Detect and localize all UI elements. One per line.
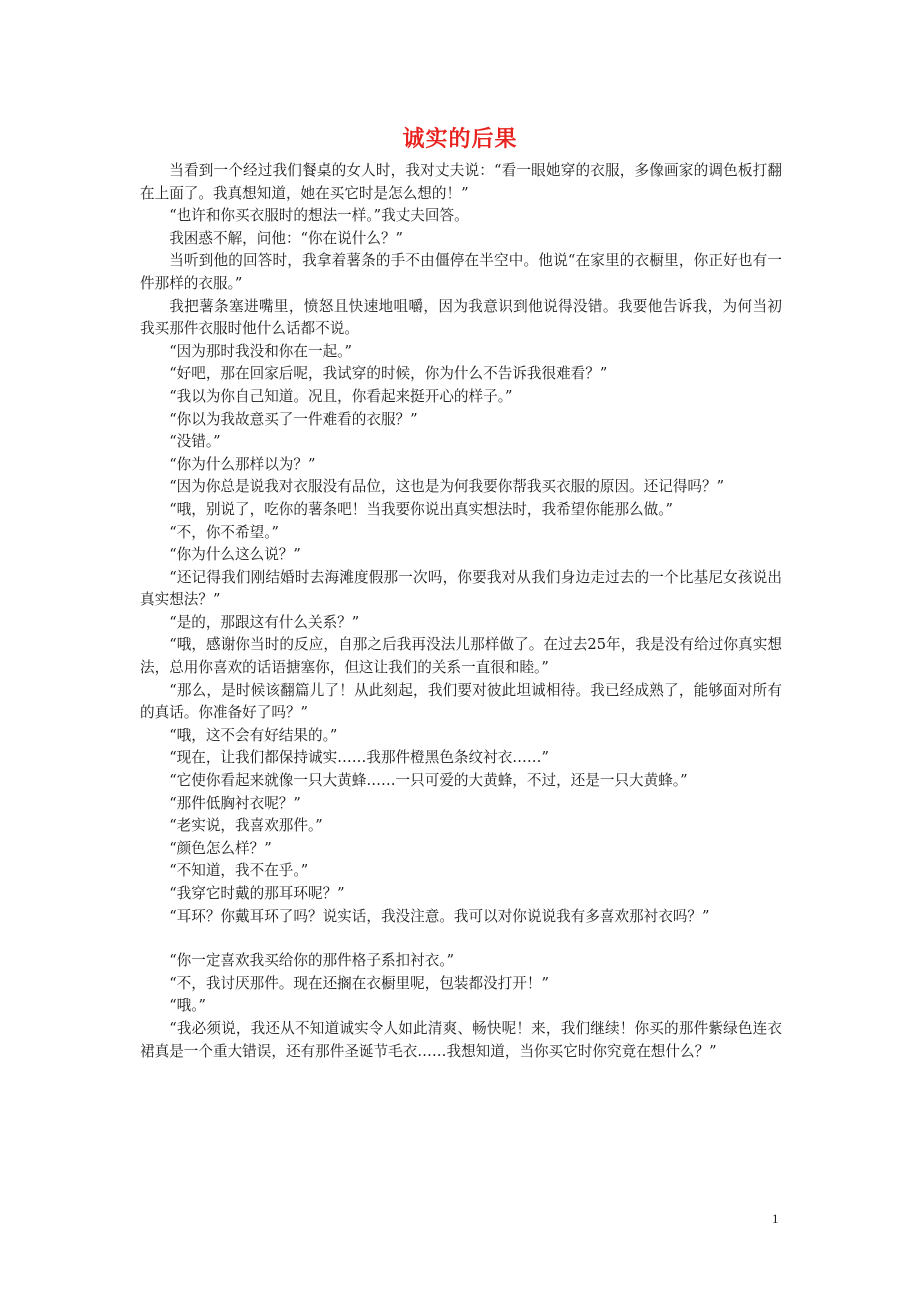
paragraph: “是的，那跟这有什么关系？” (169, 613, 360, 631)
paragraph: “哦，别说了，吃你的薯条吧！当我要你说出真实想法时，我希望你能那么做。” (169, 500, 673, 518)
paragraph: “还记得我们刚结婚时去海滩度假那一次吗，你要我对从我们身边走过去的一个比基尼女孩说出真实想法？” (140, 568, 782, 609)
paragraph: “你以为我故意买了一件难看的衣服？” (169, 410, 418, 428)
paragraph: “也许和你买衣服时的想法一样。”我丈夫回答。 (169, 207, 469, 225)
paragraph: “我穿它时戴的那耳环呢？” (169, 885, 345, 902)
paragraph: “你为什么那样以为？” (169, 455, 316, 473)
paragraph: “它使你看起来就像一只大黄蜂……一只可爱的大黄蜂，不过，还是一只大黄蜂。” (169, 772, 688, 790)
paragraph: “那件低胸衬衣呢？” (169, 794, 301, 812)
paragraph: 我困惑不解，问他：“你在说什么？” (169, 229, 404, 247)
paragraph: “不，你不希望。” (169, 523, 279, 541)
paragraph: “那么，是时候该翻篇儿了！从此刻起，我们要对彼此坦诚相待。我已经成熟了，能够面对所有的真话。你准备好了吗？” (140, 681, 782, 722)
paragraph: “没错。” (169, 433, 221, 451)
paragraph: “哦，感谢你当时的反应，自那之后我再没法儿那样做了。在过去25年，我是没有给过你真实想法，总用你喜欢的话语搪塞你，但这让我们的关系一直很和睦。” (140, 636, 782, 677)
paragraph: “现在，让我们都保持诚实……我那件橙黑色条纹衬衣……” (169, 749, 549, 767)
paragraph: 当听到他的回答时，我拿着薯条的手不由僵停在半空中。他说“在家里的衣橱里，你正好也有一件那样的衣服。” (140, 252, 782, 292)
paragraph: 我把薯条塞进嘴里，愤怒且快速地咀嚼，因为我意识到他说得没错。我要他告诉我，为何当初我买那件衣服时他什么话都不说。 (140, 297, 782, 338)
paragraph: “你一定喜欢我买给你的那件格子系扣衬衣。” (169, 952, 455, 970)
paragraph: “你为什么这么说？” (169, 546, 301, 564)
paragraph: “哦。” (169, 997, 206, 1015)
document-body (140, 160, 782, 1063)
paragraph: “老实说，我喜欢那件。” (169, 817, 323, 835)
paragraph: “因为那时我没和你在一起。” (169, 342, 352, 360)
paragraph: “不，我讨厌那件。现在还搁在衣橱里呢，包装都没打开！” (169, 974, 549, 992)
paragraph: “颜色怎么样？” (169, 839, 272, 857)
paragraph: “我必须说，我还从不知道诚实令人如此清爽、畅快呢！来，我们继续！你买的那件紫绿色连衣裙真是一个重大错误，还有那件圣诞节毛衣……我想知道，当你买它时你究竟在想什么？” (140, 1019, 782, 1060)
paragraph: “耳环？你戴耳环了吗？说实话，我没注意。我可以对你说说我有多喜欢那衬衣吗？” (169, 907, 710, 925)
paragraph: “好吧，那在回家后呢，我试穿的时候，你为什么不告诉我很难看？” (169, 365, 608, 383)
paragraph: “不知道，我不在乎。” (169, 862, 309, 880)
paragraph: 当看到一个经过我们餐桌的女人时，我对丈夫说：“看一眼她穿的衣服，多像画家的调色板打翻在上面了。我真想知道，她在买它时是怎么想的！” (140, 162, 782, 202)
paragraph: “哦，这不会有好结果的。” (169, 726, 338, 744)
document-title: 诚实的后果 (402, 127, 518, 152)
paragraph: “我以为你自己知道。况且，你看起来挺开心的样子。” (169, 387, 513, 405)
paragraph: “因为你总是说我对衣服没有品位，这也是为何我要你帮我买衣服的原因。还记得吗？” (169, 478, 725, 496)
page-number: 1 (772, 1211, 779, 1226)
